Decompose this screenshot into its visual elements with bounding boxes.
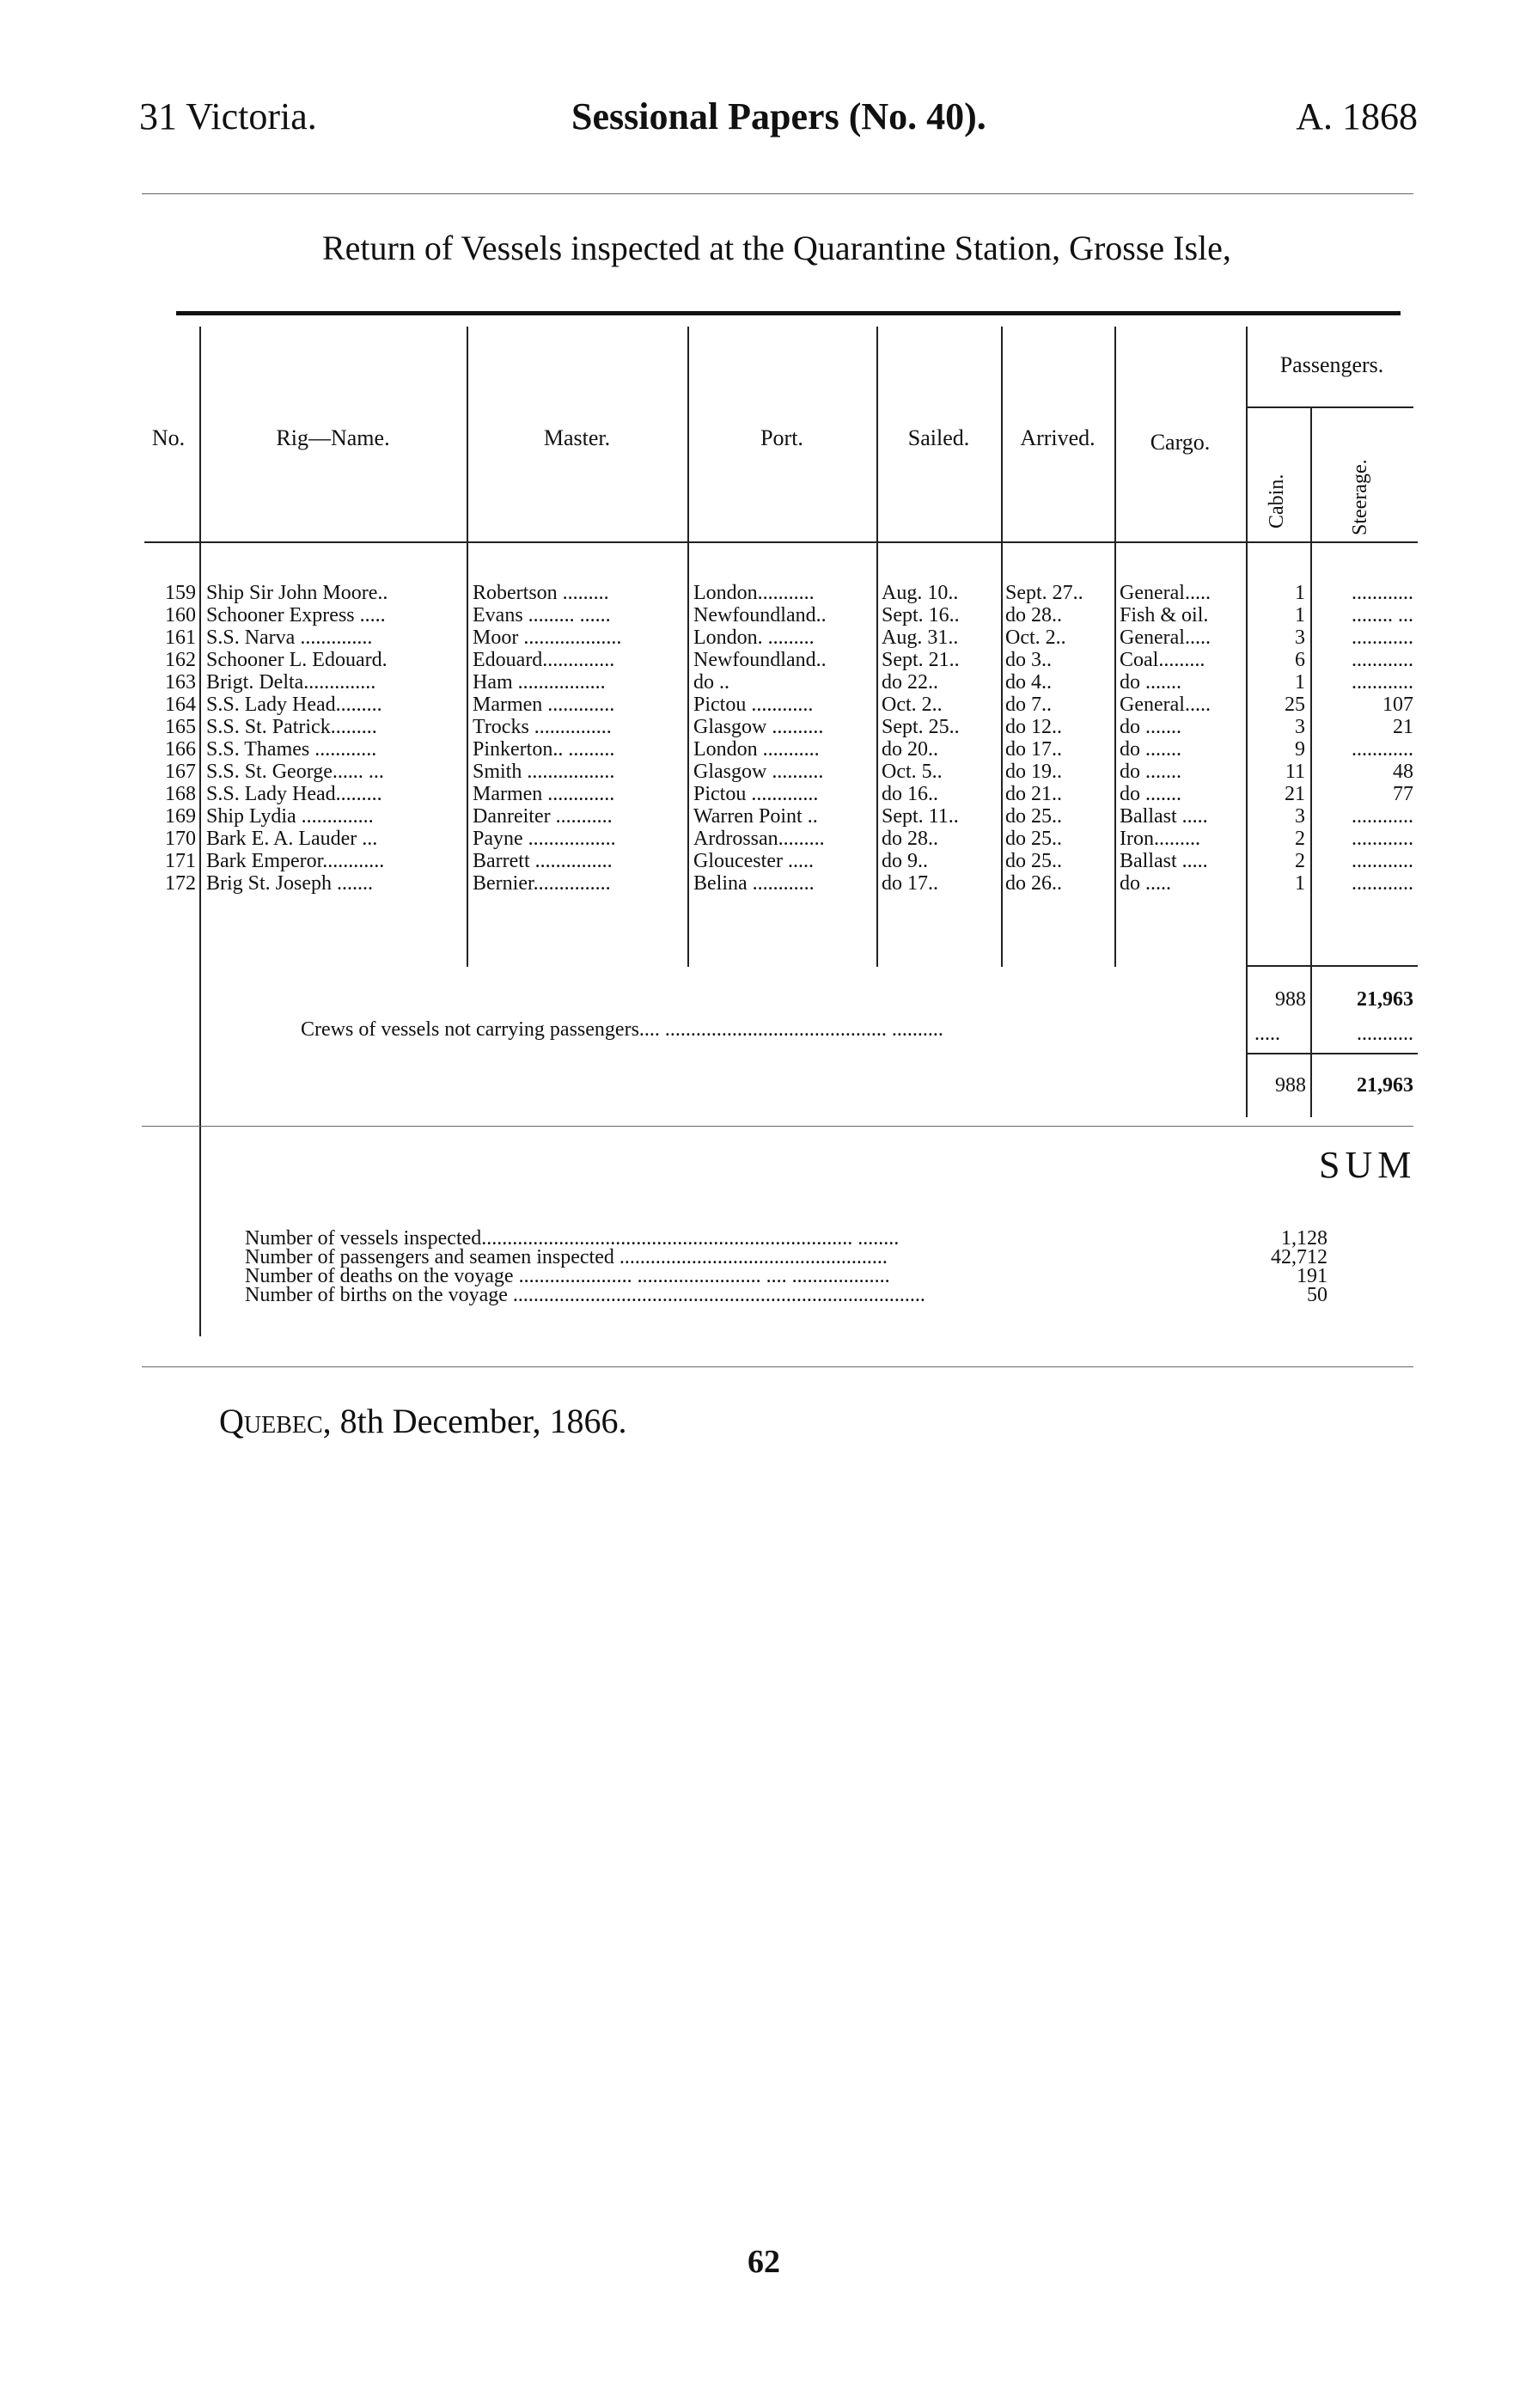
cell-master: Edouard.............. — [473, 649, 615, 671]
cell-port: Glasgow .......... — [693, 716, 824, 738]
running-header — [129, 95, 1418, 155]
cell-no: 161 — [165, 626, 196, 649]
cell-arrived: do 25.. — [1005, 805, 1062, 828]
cell-steerage: ............ — [1352, 649, 1413, 671]
summary-heading: SUM — [1319, 1144, 1417, 1186]
cell-arrived: do 21.. — [1005, 783, 1062, 805]
col-port: Port. — [760, 425, 803, 450]
crews-line-label: Crews of vessels not carrying passengers.... ........................................... .......... — [301, 1018, 943, 1041]
page-number: 62 — [748, 2244, 780, 2280]
table-row — [137, 626, 1418, 647]
table-row — [137, 671, 1418, 692]
table-row — [137, 716, 1418, 736]
cell-cargo: Coal......... — [1120, 649, 1205, 671]
cell-steerage: 77 — [1393, 783, 1413, 805]
table-row — [137, 694, 1418, 714]
subtotal-rule — [1246, 965, 1418, 967]
table-row — [137, 604, 1418, 625]
cell-cargo: do ....... — [1120, 716, 1181, 738]
page-title: Return of Vessels inspected at the Quarantine Station, Grosse Isle, — [322, 229, 1231, 267]
cell-steerage: ............ — [1352, 582, 1413, 604]
cell-rig-name: S.S. St. George...... ... — [206, 761, 384, 783]
table-row — [137, 850, 1418, 871]
cell-cabin: 1 — [1295, 671, 1305, 694]
cell-cargo: do ....... — [1120, 783, 1181, 805]
cell-cabin: 1 — [1295, 604, 1305, 626]
cell-port: do .. — [693, 671, 729, 694]
cell-rig-name: S.S. St. Patrick......... — [206, 716, 377, 738]
cell-master: Pinkerton.. ......... — [473, 738, 615, 761]
cell-sailed: Sept. 11.. — [882, 805, 959, 828]
cell-no: 162 — [165, 649, 196, 671]
summary-item — [245, 1227, 1327, 1248]
cell-port: London. ......... — [693, 626, 815, 649]
cell-no: 168 — [165, 783, 196, 805]
summary-label: Number of births on the voyage ................................................................................ — [245, 1284, 925, 1306]
cell-sailed: do 17.. — [882, 872, 938, 895]
cell-steerage: ........ ... — [1352, 604, 1413, 626]
cell-arrived: Sept. 27.. — [1005, 582, 1083, 604]
cell-sailed: Oct. 5.. — [882, 761, 943, 783]
cell-arrived: do 7.. — [1005, 694, 1052, 716]
col-cabin: Cabin. — [1266, 474, 1288, 529]
cell-steerage: ............ — [1352, 850, 1413, 872]
cell-port: Gloucester ..... — [693, 850, 814, 872]
cell-rig-name: Ship Sir John Moore.. — [206, 582, 388, 604]
cell-sailed: Aug. 10.. — [882, 582, 959, 604]
cell-rig-name: Ship Lydia .............. — [206, 805, 374, 828]
summary-end-rule — [142, 1366, 1413, 1367]
cell-rig-name: Schooner Express ..... — [206, 604, 386, 626]
cell-sailed: do 16.. — [882, 783, 938, 805]
cell-master: Trocks ............... — [473, 716, 612, 738]
cell-no: 159 — [165, 582, 196, 604]
cell-no: 163 — [165, 671, 196, 694]
cell-port: Pictou ............. — [693, 783, 819, 805]
summary-item — [245, 1246, 1327, 1267]
cell-port: London........... — [693, 582, 815, 604]
cell-rig-name: Bark Emperor............ — [206, 850, 385, 872]
cell-cargo: Ballast ..... — [1120, 850, 1208, 872]
cell-arrived: do 17.. — [1005, 738, 1062, 761]
cell-arrived: do 3.. — [1005, 649, 1052, 671]
cell-port: Warren Point .. — [693, 805, 818, 828]
table-row — [137, 761, 1418, 781]
cell-cargo: do ....... — [1120, 761, 1181, 783]
total-cabin: 988 — [1275, 1074, 1306, 1097]
cell-rig-name: Brig St. Joseph ....... — [206, 872, 374, 895]
cell-cabin: 3 — [1295, 626, 1305, 649]
cell-cargo: Fish & oil. — [1120, 604, 1209, 626]
cell-no: 165 — [165, 716, 196, 738]
cell-cabin: 3 — [1295, 805, 1305, 828]
cell-cabin: 21 — [1285, 783, 1305, 805]
cell-cargo: do ....... — [1120, 671, 1181, 694]
header-title: Sessional Papers (No. 40). — [571, 95, 986, 138]
cell-sailed: Aug. 31.. — [882, 626, 959, 649]
cell-cargo: General..... — [1120, 626, 1211, 649]
summary-value: 1,128 — [1281, 1227, 1327, 1250]
cell-no: 160 — [165, 604, 196, 626]
cell-sailed: do 28.. — [882, 828, 938, 850]
cell-sailed: Oct. 2.. — [882, 694, 943, 716]
crews-line-cabin: ..... — [1254, 1023, 1280, 1045]
cell-sailed: Sept. 25.. — [882, 716, 960, 738]
cell-arrived: do 25.. — [1005, 828, 1062, 850]
cell-port: Ardrossan......... — [693, 828, 825, 850]
col-arrived: Arrived. — [1020, 425, 1096, 450]
cell-cabin: 1 — [1295, 582, 1305, 604]
cell-steerage: ............ — [1352, 626, 1413, 649]
summary-item — [245, 1284, 1327, 1305]
cell-no: 169 — [165, 805, 196, 828]
cell-steerage: ............ — [1352, 738, 1413, 761]
cell-no: 172 — [165, 872, 196, 895]
cell-no: 167 — [165, 761, 196, 783]
col-steerage: Steerage. — [1349, 459, 1371, 535]
cell-steerage: 48 — [1393, 761, 1413, 783]
cell-master: Barrett ............... — [473, 850, 613, 872]
cell-master: Payne ................. — [473, 828, 616, 850]
cell-port: Pictou ............ — [693, 694, 814, 716]
cell-cabin: 9 — [1295, 738, 1305, 761]
cell-master: Evans ......... ...... — [473, 604, 611, 626]
cell-rig-name: Brigt. Delta.............. — [206, 671, 376, 694]
signoff-date: 8th December, 1866. — [339, 1402, 627, 1440]
table-row — [137, 828, 1418, 848]
passengers-underline — [1246, 406, 1413, 408]
signoff-place: Quebec, — [219, 1402, 332, 1440]
cell-sailed: do 20.. — [882, 738, 938, 761]
col-master: Master. — [543, 425, 611, 450]
cell-cargo: do ..... — [1120, 872, 1171, 895]
cell-port: Newfoundland.. — [693, 649, 827, 671]
cell-rig-name: Schooner L. Edouard. — [206, 649, 388, 671]
crews-line-steerage: ........... — [1357, 1023, 1413, 1045]
cell-cargo: Ballast ..... — [1120, 805, 1208, 828]
cell-arrived: do 12.. — [1005, 716, 1062, 738]
cell-port: London ........... — [693, 738, 820, 761]
cell-steerage: ............ — [1352, 872, 1413, 895]
total-rule — [1246, 1053, 1418, 1054]
cell-arrived: do 4.. — [1005, 671, 1052, 694]
cell-arrived: do 28.. — [1005, 604, 1062, 626]
cell-master: Robertson ......... — [473, 582, 609, 604]
cell-cargo: Iron......... — [1120, 828, 1200, 850]
col-no: No. — [151, 425, 186, 450]
header-year: A. 1868 — [1296, 95, 1418, 138]
col-cargo: Cargo. — [1150, 430, 1211, 455]
cell-cabin: 1 — [1295, 872, 1305, 895]
summary-value: 191 — [1297, 1265, 1327, 1287]
cell-cabin: 25 — [1285, 694, 1305, 716]
cell-sailed: Sept. 21.. — [882, 649, 960, 671]
cell-cargo: General..... — [1120, 694, 1211, 716]
total-steerage: 21,963 — [1357, 1074, 1413, 1097]
cell-steerage: ............ — [1352, 671, 1413, 694]
table-row — [137, 805, 1418, 826]
summary-label: Number of vessels inspected........................................................................ ........ — [245, 1227, 900, 1250]
cell-steerage: 21 — [1393, 716, 1413, 738]
cell-arrived: Oct. 2.. — [1005, 626, 1066, 649]
subtotal-cabin: 988 — [1275, 988, 1306, 1011]
cell-arrived: do 25.. — [1005, 850, 1062, 872]
cell-master: Bernier............... — [473, 872, 611, 895]
cell-master: Smith ................. — [473, 761, 615, 783]
cell-steerage: ............ — [1352, 828, 1413, 850]
cell-cabin: 2 — [1295, 850, 1305, 872]
header-bottom-rule — [144, 541, 1418, 543]
col-passengers: Passengers. — [1279, 352, 1384, 377]
cell-rig-name: Bark E. A. Lauder ... — [206, 828, 378, 850]
cell-arrived: do 26.. — [1005, 872, 1062, 895]
cell-cargo: General..... — [1120, 582, 1211, 604]
cell-master: Moor ................... — [473, 626, 622, 649]
cell-sailed: Sept. 16.. — [882, 604, 960, 626]
table-row — [137, 872, 1418, 893]
cell-cabin: 2 — [1295, 828, 1305, 850]
summary-label: Number of passengers and seamen inspected .................................................... — [245, 1246, 888, 1268]
cell-cabin: 3 — [1295, 716, 1305, 738]
table-top-rule — [176, 311, 1401, 315]
cell-rig-name: S.S. Narva .............. — [206, 626, 373, 649]
signoff — [219, 1401, 627, 1441]
header-rule — [142, 193, 1413, 194]
cell-rig-name: S.S. Thames ............ — [206, 738, 377, 761]
summary-value: 50 — [1307, 1284, 1327, 1306]
col-rig-name: Rig—Name. — [276, 425, 390, 450]
subtotal-steerage: 21,963 — [1357, 988, 1413, 1011]
col-sailed: Sailed. — [907, 425, 970, 450]
cell-no: 171 — [165, 850, 196, 872]
cell-master: Danreiter ........... — [473, 805, 613, 828]
table-row — [137, 738, 1418, 759]
cell-steerage: 107 — [1382, 694, 1413, 716]
cell-cabin: 11 — [1285, 761, 1305, 783]
cell-master: Ham ................. — [473, 671, 606, 694]
cell-no: 164 — [165, 694, 196, 716]
summary-value: 42,712 — [1271, 1246, 1327, 1268]
summary-item — [245, 1265, 1327, 1286]
cell-arrived: do 19.. — [1005, 761, 1062, 783]
table-row — [137, 783, 1418, 804]
cell-no: 166 — [165, 738, 196, 761]
cell-port: Glasgow .......... — [693, 761, 824, 783]
table-row — [137, 649, 1418, 669]
table-end-rule — [142, 1126, 1413, 1127]
cell-cargo: do ....... — [1120, 738, 1181, 761]
header-session: 31 Victoria. — [139, 95, 317, 138]
cell-master: Marmen ............. — [473, 783, 615, 805]
cell-no: 170 — [165, 828, 196, 850]
cell-cabin: 6 — [1295, 649, 1305, 671]
cell-rig-name: S.S. Lady Head......... — [206, 783, 382, 805]
cell-sailed: do 9.. — [882, 850, 928, 872]
table-row — [137, 582, 1418, 602]
cell-port: Belina ............ — [693, 872, 815, 895]
cell-port: Newfoundland.. — [693, 604, 827, 626]
summary-label: Number of deaths on the voyage ...................... ........................ .... ................... — [245, 1265, 890, 1287]
cell-sailed: do 22.. — [882, 671, 938, 694]
cell-master: Marmen ............. — [473, 694, 615, 716]
cell-rig-name: S.S. Lady Head......... — [206, 694, 382, 716]
cell-steerage: ............ — [1352, 805, 1413, 828]
